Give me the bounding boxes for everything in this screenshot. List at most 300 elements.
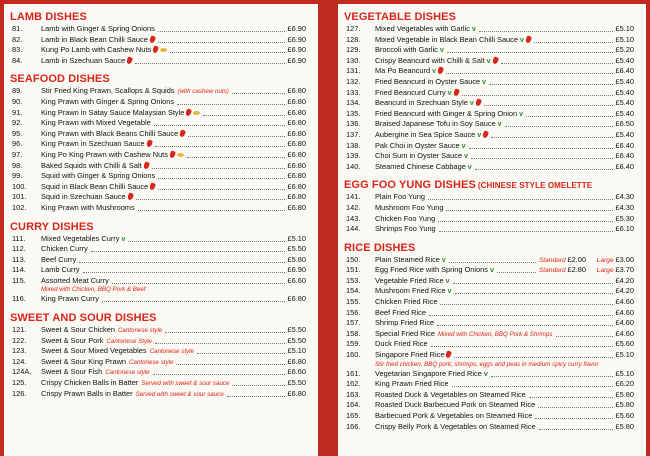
dot-leader <box>497 272 536 273</box>
item-number: 157. <box>346 318 361 328</box>
menu-item <box>338 308 646 319</box>
menu-item <box>338 162 646 173</box>
chili-icon <box>146 140 153 148</box>
item-number: 95. <box>12 128 23 138</box>
item-number: 135. <box>346 108 361 118</box>
item-name: Aubergine in Sea Spice Sauce <box>375 129 476 139</box>
dot-leader <box>177 104 285 105</box>
item-note: Cantonese style <box>129 358 174 366</box>
item-number: 92. <box>12 118 23 128</box>
item-number: 163. <box>346 389 361 399</box>
menu-item <box>4 367 318 378</box>
item-number: 143. <box>346 213 361 223</box>
item-name: Chicken Fried Rice <box>375 297 438 307</box>
item-number: 112. <box>12 244 26 254</box>
section-heading <box>338 10 646 24</box>
item-number: 99. <box>12 171 23 181</box>
vegetarian-v-icon: v <box>519 36 524 44</box>
item-price: £6.90 <box>287 24 306 33</box>
item-name-group <box>41 24 155 35</box>
dot-leader <box>227 396 285 397</box>
chili-icon <box>475 99 482 107</box>
dot-leader <box>158 178 285 179</box>
dot-leader <box>479 31 613 32</box>
item-name-group <box>41 139 152 150</box>
menu-item <box>338 109 646 120</box>
item-number: 116. <box>12 294 26 304</box>
item-price: £6.80 <box>287 107 306 117</box>
item-number: 122. <box>12 335 27 345</box>
item-name: Crispy Beancurd with Chilli & Salt <box>375 55 485 65</box>
menu-item <box>338 141 646 152</box>
menu-item <box>4 150 318 161</box>
menu-item <box>338 400 646 411</box>
dot-leader <box>429 315 613 316</box>
menu-section <box>4 311 318 399</box>
vegetarian-v-icon: v <box>121 235 126 243</box>
item-number: 142. <box>346 202 361 212</box>
item-price: £5.50 <box>287 244 306 254</box>
chili-icon <box>453 88 460 96</box>
dot-leader <box>83 272 285 273</box>
item-price: £5.50 <box>287 378 306 388</box>
menu-item <box>338 276 646 287</box>
dot-leader <box>526 116 613 117</box>
item-price: £4.60 <box>615 328 634 338</box>
vegetarian-v-icon: v <box>439 47 444 55</box>
menu-item <box>338 88 646 99</box>
item-name: Vegetarian Singapore Fried Rice <box>375 368 482 378</box>
chili-icon <box>127 193 134 201</box>
item-number: 81. <box>12 24 23 33</box>
item-name: Mixed Vegetables with Garlic <box>375 24 470 33</box>
section-title: VEGETABLE DISHES <box>344 11 457 23</box>
dot-leader <box>453 283 613 284</box>
dot-leader <box>449 262 536 263</box>
dot-leader <box>158 189 285 190</box>
dot-leader <box>440 304 613 305</box>
item-price: £5.10 <box>615 368 634 378</box>
item-number: 155. <box>346 297 361 307</box>
menu-item <box>4 24 318 35</box>
item-price: £5.50 <box>287 325 306 335</box>
menu-item <box>4 336 318 347</box>
item-name: Mixed Vegetable in Black Bean Chilli Sauce <box>375 34 518 44</box>
item-price: £5.10 <box>615 24 634 33</box>
dot-leader <box>454 357 613 358</box>
vegetarian-v-icon: v <box>471 26 476 33</box>
large-label: Large <box>596 256 614 264</box>
item-name: Stir Fried King Prawn, Scallops & Squids <box>41 86 175 96</box>
menu-item <box>4 276 318 287</box>
chili-icon <box>149 182 156 190</box>
menu-section <box>4 220 318 306</box>
item-number: 138. <box>346 140 361 150</box>
item-name-group <box>375 400 535 411</box>
item-number: 133. <box>346 87 361 97</box>
item-name: Squid in Black Bean Chilli Sauce <box>41 181 149 191</box>
menu-item <box>338 45 646 56</box>
dot-leader <box>538 407 613 408</box>
item-number: 100. <box>12 181 27 191</box>
dot-leader <box>462 95 613 96</box>
menu-item <box>4 45 318 56</box>
item-number: 98. <box>12 160 23 170</box>
menu-item <box>4 255 318 266</box>
vegetarian-v-icon: v <box>486 57 491 65</box>
dot-leader <box>469 148 613 149</box>
item-number: 160. <box>346 350 361 360</box>
item-name-group <box>375 350 451 361</box>
item-name: Barbecued Pork & Vegetables on Steamed Rice <box>375 411 533 420</box>
section-heading <box>338 241 646 255</box>
item-price: £5.40 <box>615 129 634 139</box>
item-name: Beancurd in Szechuan Style <box>375 98 468 108</box>
item-price: £5.80 <box>615 421 634 431</box>
item-price: £5.40 <box>615 98 634 108</box>
menu-item <box>338 390 646 401</box>
item-name-group <box>41 118 151 129</box>
item-note: Cantonese style <box>117 327 163 335</box>
menu-item <box>4 378 318 389</box>
section-heading <box>4 72 318 86</box>
dot-leader <box>187 157 285 158</box>
item-name: Baked Squids with Chilli & Salt <box>41 160 142 170</box>
item-number: 156. <box>346 307 361 317</box>
menu-item <box>338 56 646 67</box>
item-name-group <box>41 255 76 266</box>
item-name-group <box>375 162 472 174</box>
item-subnote-row <box>338 361 646 369</box>
dot-leader <box>475 169 613 170</box>
item-number: 82. <box>12 34 23 44</box>
dot-leader <box>158 31 285 32</box>
item-name: Kung Po Lamb with Cashew Nuts <box>41 45 152 55</box>
menu-item <box>338 224 646 235</box>
item-name: Ma Po Beancurd <box>375 66 431 76</box>
dot-leader <box>491 376 613 377</box>
item-name-group <box>41 265 80 276</box>
menu-item <box>338 339 646 350</box>
item-name-group <box>375 422 536 433</box>
item-price: £4.60 <box>615 318 634 328</box>
item-price: £4.60 <box>615 307 634 317</box>
item-price: £6.10 <box>615 224 634 234</box>
item-note: (with cashew nuts) <box>177 88 229 96</box>
item-name: King Prawn with Ginger & Spring Onions <box>41 96 175 106</box>
item-price: £6.60 <box>287 275 306 285</box>
item-price: £4.20 <box>615 275 634 285</box>
menu-item <box>4 192 318 203</box>
standard-label: Standard <box>538 267 566 275</box>
standard-label: Standard <box>538 256 566 264</box>
menu-item <box>338 66 646 77</box>
chili-icon <box>185 108 192 116</box>
item-price: £5.80 <box>615 400 634 410</box>
item-price: £5.30 <box>615 213 634 223</box>
dot-leader <box>158 42 285 43</box>
item-name: Mushroom Fried Rice <box>375 286 446 296</box>
item-price: £5.60 <box>615 339 634 349</box>
item-number: 91. <box>12 107 23 117</box>
menu-item <box>4 35 318 46</box>
item-name-group <box>375 339 428 350</box>
vegetarian-v-icon: v <box>441 256 446 264</box>
item-price: £6.80 <box>287 192 306 202</box>
menu-item <box>338 297 646 308</box>
item-name: Special Fried Rice <box>375 328 435 338</box>
item-name: Chicken Foo Yung <box>375 213 436 223</box>
item-number: 111. <box>12 233 26 243</box>
item-note: Cantonese style <box>149 348 194 356</box>
item-name: Egg Fried Rice with Spring Onions <box>375 265 488 275</box>
item-note: Cantonese style <box>105 369 150 377</box>
item-price: £6.80 <box>287 139 306 149</box>
menu-item <box>338 203 646 214</box>
item-price: £5.20 <box>615 45 634 55</box>
item-number: 89. <box>12 86 23 96</box>
menu-item <box>338 350 646 361</box>
dot-leader <box>529 397 613 398</box>
dot-leader <box>176 364 285 365</box>
item-name: King Prawn in Szechuan Sauce <box>41 139 145 149</box>
dot-leader <box>489 84 613 85</box>
menu-item <box>338 192 646 203</box>
dot-leader <box>484 105 613 106</box>
item-name: Choi Sum in Oyster Sauce <box>375 151 463 161</box>
chili-icon <box>525 35 532 43</box>
item-name: Singapore Fried Rice <box>375 350 445 360</box>
menu-item <box>4 294 318 305</box>
item-number: 128. <box>346 34 361 44</box>
item-name: Lamb in Szechuan Sauce <box>41 55 126 65</box>
chili-icon <box>169 150 176 158</box>
vegetarian-v-icon: v <box>447 89 452 97</box>
item-name: Duck Fried Rice <box>375 339 428 349</box>
item-name: King Prawn with Mixed Vegetable <box>41 118 151 128</box>
dot-leader <box>188 136 285 137</box>
section-title: SWEET AND SOUR DISHES <box>10 312 157 325</box>
item-price: £4.30 <box>615 202 634 212</box>
vegetarian-v-icon: v <box>519 110 524 118</box>
item-name: King Po King Prawn with Cashew Nuts <box>41 149 168 159</box>
item-name-group <box>375 411 532 422</box>
item-number: 141. <box>346 192 361 202</box>
section-title: SEAFOOD DISHES <box>10 73 110 86</box>
item-name: Sweet & Sour Pork <box>41 335 104 345</box>
item-name-group <box>41 150 184 161</box>
item-note: Served with sweet & sour sauce <box>141 380 230 388</box>
dot-leader <box>91 251 285 252</box>
section-heading <box>4 220 318 234</box>
item-number: 166. <box>346 421 361 431</box>
vegetarian-v-icon: v <box>497 121 502 129</box>
item-price: £5.10 <box>615 34 634 44</box>
item-number: 129. <box>346 45 361 55</box>
dot-leader <box>491 137 613 138</box>
cashew-nut-icon <box>193 111 200 115</box>
vegetarian-v-icon: v <box>482 78 487 86</box>
dot-leader <box>446 73 613 74</box>
menu-item <box>338 265 646 276</box>
section-title: RICE DISHES <box>344 241 416 254</box>
item-name-group <box>41 192 133 203</box>
item-name: King Prawn Curry <box>41 294 99 304</box>
item-note: Cantonese Style <box>106 337 152 345</box>
item-name-group <box>41 244 88 255</box>
dot-leader <box>138 210 285 211</box>
menu-item <box>4 325 318 336</box>
large-price-value: £3.70 <box>615 265 634 275</box>
item-number: 83. <box>12 45 23 55</box>
chili-icon <box>179 129 186 137</box>
vegetarian-v-icon: v <box>432 68 436 76</box>
vegetarian-v-icon: v <box>489 267 494 275</box>
item-price: £6.20 <box>615 379 634 389</box>
item-price: £5.40 <box>615 87 634 97</box>
item-price: £6.80 <box>287 388 306 398</box>
dot-leader <box>232 93 285 94</box>
item-name: Shrimp Fried Rice <box>375 318 435 328</box>
item-name: Sweet & Sour King Prawn <box>41 356 127 366</box>
item-number: 139. <box>346 151 361 161</box>
item-name-group <box>375 308 426 319</box>
vegetarian-v-icon: v <box>469 100 474 108</box>
item-price: £6.80 <box>287 294 306 304</box>
dot-leader <box>455 293 613 294</box>
menu-item <box>4 389 318 400</box>
item-number: 144. <box>346 224 361 234</box>
dot-leader <box>471 158 613 159</box>
chili-icon <box>437 67 444 75</box>
item-name: Pak Choi in Oyster Sauce <box>375 140 460 150</box>
item-name: Sweet & Sour Mixed Vegetables <box>41 346 147 356</box>
menu-item <box>4 129 318 140</box>
dot-leader <box>505 126 613 127</box>
item-name: Crispy Chicken Balls in Batter <box>41 378 139 388</box>
menu-item <box>4 182 318 193</box>
item-name: Sweet & Sour Chicken <box>41 325 115 335</box>
item-name-group <box>41 171 155 182</box>
item-name-group <box>41 182 155 193</box>
item-price: £6.50 <box>615 119 634 129</box>
item-price: £6.90 <box>287 265 306 275</box>
cashew-nut-icon <box>160 48 167 52</box>
item-number: 121. <box>12 325 27 335</box>
menu-item <box>338 379 646 390</box>
item-number: 165. <box>346 411 361 420</box>
item-price: £6.80 <box>287 181 306 191</box>
item-number: 115. <box>12 275 26 285</box>
item-price: £5.10 <box>615 350 634 360</box>
item-number: 161. <box>346 368 361 378</box>
menu-item <box>338 255 646 266</box>
dot-leader <box>539 429 613 430</box>
chili-icon <box>149 35 156 43</box>
item-name: Broccoli with Garlic <box>375 45 438 55</box>
item-price: £5.80 <box>615 389 634 399</box>
item-name-group <box>41 203 135 214</box>
section-title: LAMB DISHES <box>10 11 87 23</box>
item-name-group <box>41 97 174 108</box>
item-price: £5.10 <box>287 233 306 243</box>
item-number: 136. <box>346 119 361 129</box>
item-name-group <box>375 203 443 214</box>
item-number: 131. <box>346 66 361 76</box>
item-name: Beef Curry <box>41 254 77 264</box>
item-name: King Prawn with Mushrooms <box>41 202 135 212</box>
standard-price-value: £2.80 <box>567 265 586 275</box>
vegetarian-v-icon: v <box>445 277 450 285</box>
item-number: 101. <box>12 192 27 202</box>
item-subnote: Mixed with Chicken, BBQ Pork & Beef <box>41 286 146 294</box>
item-price: £5.40 <box>615 108 634 118</box>
item-number: 84. <box>12 55 23 65</box>
item-name: Plain Steamed Rice <box>375 254 440 264</box>
item-name: Lamb with Ginger & Spring Onions <box>41 24 155 33</box>
item-number: 158. <box>346 328 361 338</box>
dot-leader <box>203 115 285 116</box>
item-number: 134. <box>346 98 361 108</box>
dot-leader <box>152 168 285 169</box>
menu-item <box>338 130 646 141</box>
item-name-group <box>41 56 132 67</box>
item-name: Chicken Curry <box>41 244 88 254</box>
item-number: 150. <box>346 254 361 264</box>
item-name: Shrimps Foo Yung <box>375 224 436 234</box>
dot-leader <box>232 385 285 386</box>
item-name: Fried Beancurd in Oyster Sauce <box>375 76 481 86</box>
item-price: £6.80 <box>287 86 306 96</box>
item-name: Mushroom Foo Yung <box>375 202 444 212</box>
chili-icon <box>482 130 489 138</box>
item-subnote-row <box>4 286 318 294</box>
section-title: EGG FOO YUNG DISHES <box>344 179 476 192</box>
item-name-group <box>41 276 109 287</box>
item-price: £6.60 <box>287 367 306 377</box>
item-name: Fried Beancurd Curry <box>375 87 446 97</box>
menu-item <box>4 265 318 276</box>
item-name: Lamb Curry <box>41 265 80 275</box>
dot-leader <box>153 374 285 375</box>
item-name: King Prawn Fried Rice <box>375 379 449 389</box>
menu-item <box>4 244 318 255</box>
item-name-group <box>375 214 435 225</box>
item-number: 125. <box>12 378 27 388</box>
item-name-group <box>41 161 149 172</box>
item-name: Plain Foo Yung <box>375 192 425 202</box>
menu-item <box>338 411 646 422</box>
item-number: 114. <box>12 265 26 275</box>
menu-item <box>338 286 646 297</box>
item-name: Mixed Vegetables Curry <box>41 233 120 243</box>
item-name-group <box>375 390 526 401</box>
item-name: Sweet & Sour Fish <box>41 367 103 377</box>
item-subnote: Stir fried chicken, BBQ pork, shrimps, eggs and peas in medium spicy curry flavor <box>375 360 599 368</box>
item-note: Served with sweet & sour sauce <box>135 390 224 398</box>
dot-leader <box>112 283 285 284</box>
item-name: Squid with Ginger & Spring Onions <box>41 171 156 181</box>
vegetarian-v-icon: v <box>477 131 482 139</box>
menu-item <box>4 108 318 119</box>
item-number: 124A. <box>12 367 32 377</box>
item-name-group <box>41 389 224 401</box>
item-number: 162. <box>346 379 361 389</box>
dot-leader <box>136 199 285 200</box>
item-number: 126. <box>12 388 27 398</box>
item-number: 159. <box>346 339 361 349</box>
dot-leader <box>438 221 613 222</box>
